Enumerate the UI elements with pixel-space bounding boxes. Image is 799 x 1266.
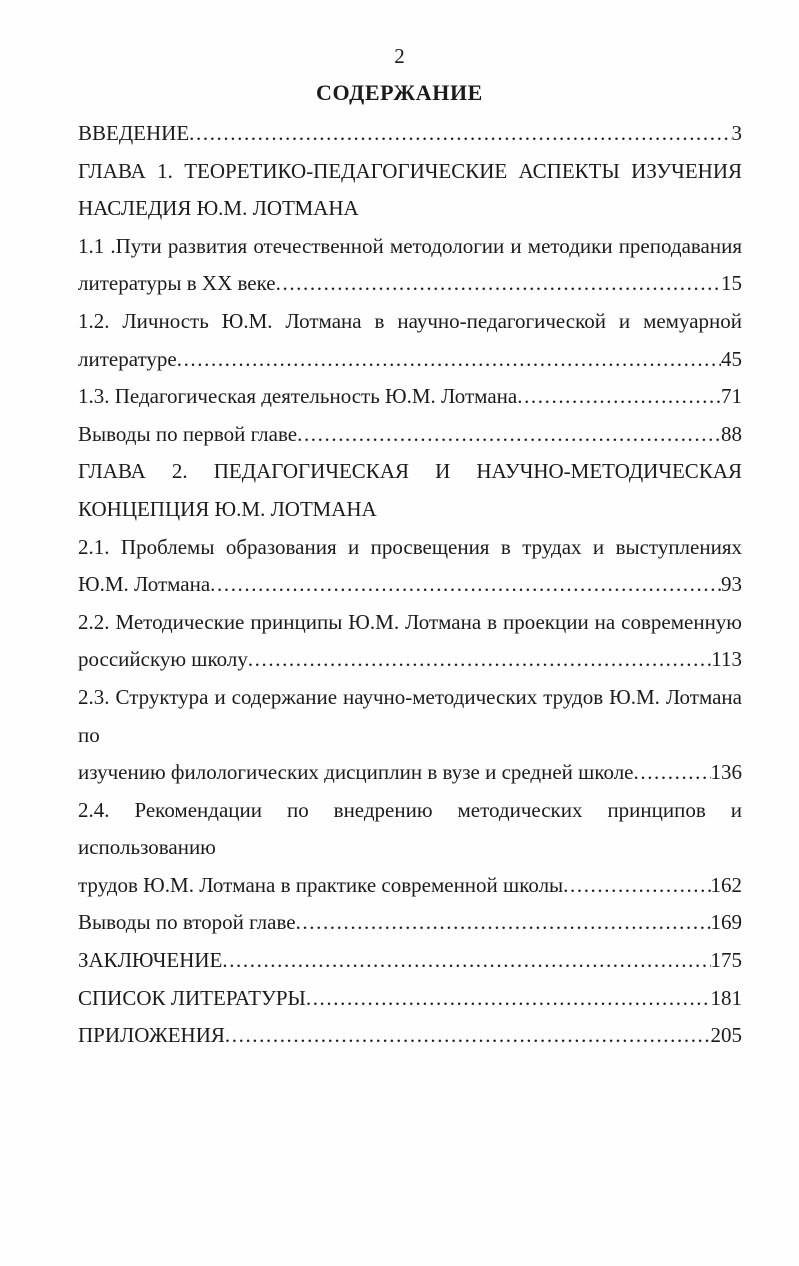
dot-leader	[189, 115, 731, 153]
toc-entry-line	[78, 641, 742, 679]
toc-entry-text: 2.3. Структура и содержание научно-методических трудов Ю.М. Лотмана по	[78, 684, 742, 747]
toc-entry-line	[78, 228, 742, 266]
toc-entry-text: 1.2. Личность Ю.М. Лотмана в научно-педагогической и мемуарной	[78, 308, 742, 333]
dot-leader	[210, 566, 721, 604]
toc-entry-line	[78, 1017, 742, 1055]
toc-entry-page: 169	[710, 910, 742, 935]
toc-entry-page: 71	[721, 384, 742, 409]
toc-entry	[78, 942, 742, 980]
toc-entry-page: 136	[710, 760, 742, 785]
toc-entry	[78, 604, 742, 679]
toc-entry-text: трудов Ю.М. Лотмана в практике современной школы	[78, 872, 564, 897]
toc-entry-text: НАСЛЕДИЯ Ю.М. ЛОТМАНА	[78, 196, 359, 221]
toc-entry-page: 181	[710, 985, 742, 1010]
dot-leader	[177, 341, 721, 379]
document-title: СОДЕРЖАНИЕ	[316, 80, 483, 105]
toc-entry-text: литературе	[78, 346, 177, 371]
toc-entry-page: 113	[711, 647, 742, 672]
toc-entry	[78, 378, 742, 416]
toc-entry-text: российскую школу	[78, 647, 248, 672]
toc-entry-text: СПИСОК ЛИТЕРАТУРЫ	[78, 985, 306, 1010]
toc-entry-text: Выводы по второй главе	[78, 910, 296, 935]
dot-leader	[634, 754, 711, 792]
toc-entry	[78, 416, 742, 454]
toc-entry	[78, 153, 742, 228]
toc-entry	[78, 529, 742, 604]
toc-entry-text: 2.2. Методические принципы Ю.М. Лотмана в проекции на современную	[78, 609, 742, 634]
dot-leader	[225, 1017, 711, 1055]
toc-entry-page: 45	[721, 346, 742, 371]
toc-entry	[78, 303, 742, 378]
toc-entry	[78, 980, 742, 1018]
toc-entry-text: 1.3. Педагогическая деятельность Ю.М. Лотмана	[78, 384, 518, 409]
toc-entry-page: 3	[731, 121, 742, 145]
toc-entry-line	[78, 453, 742, 491]
dot-leader	[276, 265, 721, 303]
toc-list	[78, 115, 742, 1055]
dot-leader	[297, 416, 721, 454]
toc-entry	[78, 792, 742, 905]
toc-entry-line	[78, 867, 742, 905]
toc-entry	[78, 679, 742, 792]
toc-entry-text: ВВЕДЕНИЕ	[78, 121, 190, 145]
toc-entry-text: 2.4. Рекомендации по внедрению методических принципов и использованию	[78, 797, 742, 860]
toc-entry-line	[78, 378, 742, 416]
toc-entry-text: 2.1. Проблемы образования и просвещения в трудах и выступлениях	[78, 534, 742, 559]
toc-entry-text: Ю.М. Лотмана	[78, 572, 211, 597]
toc-entry	[78, 1017, 742, 1055]
toc-entry-line	[78, 115, 742, 153]
dot-leader	[306, 980, 711, 1018]
toc-entry	[78, 228, 742, 303]
toc-entry-text: ГЛАВА 1. ТЕОРЕТИКО-ПЕДАГОГИЧЕСКИЕ АСПЕКТЫ ИЗУЧЕНИЯ	[78, 158, 742, 183]
dot-leader	[296, 904, 711, 942]
page-number: 2	[394, 44, 405, 68]
toc-entry	[78, 904, 742, 942]
toc-entry-line	[78, 792, 742, 867]
toc-entry-line	[78, 153, 742, 191]
toc-entry-line	[78, 980, 742, 1018]
dot-leader	[563, 867, 710, 905]
toc-entry	[78, 453, 742, 528]
toc-entry-text: ГЛАВА 2. ПЕДАГОГИЧЕСКАЯ И НАУЧНО-МЕТОДИЧЕСКАЯ	[78, 459, 742, 484]
toc-entry-page: 175	[710, 948, 742, 973]
toc-entry-line	[78, 303, 742, 341]
dot-leader	[248, 641, 711, 679]
toc-entry-page: 205	[710, 1023, 742, 1048]
toc-entry-text: литературы в XX веке	[78, 271, 276, 296]
toc-entry-text: 1.1 .Пути развития отечественной методологии и методики преподавания	[78, 233, 742, 258]
toc-entry-line	[78, 754, 742, 792]
toc-entry-line	[78, 604, 742, 642]
toc-entry-text: КОНЦЕПЦИЯ Ю.М. ЛОТМАНА	[78, 496, 377, 521]
toc-entry-line	[78, 265, 742, 303]
toc-entry-line	[78, 942, 742, 980]
toc-entry-line	[78, 190, 742, 228]
toc-entry-line	[78, 416, 742, 454]
toc-entry-line	[78, 529, 742, 567]
toc-entry-line	[78, 904, 742, 942]
toc-entry	[78, 115, 742, 153]
toc-entry-line	[78, 341, 742, 379]
toc-entry-line	[78, 679, 742, 754]
toc-entry-text: Выводы по первой главе	[78, 421, 298, 446]
toc-entry-text: ПРИЛОЖЕНИЯ	[78, 1023, 225, 1048]
dot-leader	[517, 378, 721, 416]
toc-entry-text: изучению филологических дисциплин в вузе и средней школе	[78, 760, 634, 785]
toc-entry-line	[78, 566, 742, 604]
toc-entry-page: 93	[721, 572, 742, 597]
toc-entry-page: 88	[721, 421, 742, 446]
toc-entry-line	[78, 491, 742, 529]
toc-entry-text: ЗАКЛЮЧЕНИЕ	[78, 948, 223, 973]
dot-leader	[222, 942, 710, 980]
toc-entry-page: 15	[721, 271, 742, 296]
toc-entry-page: 162	[710, 872, 742, 897]
